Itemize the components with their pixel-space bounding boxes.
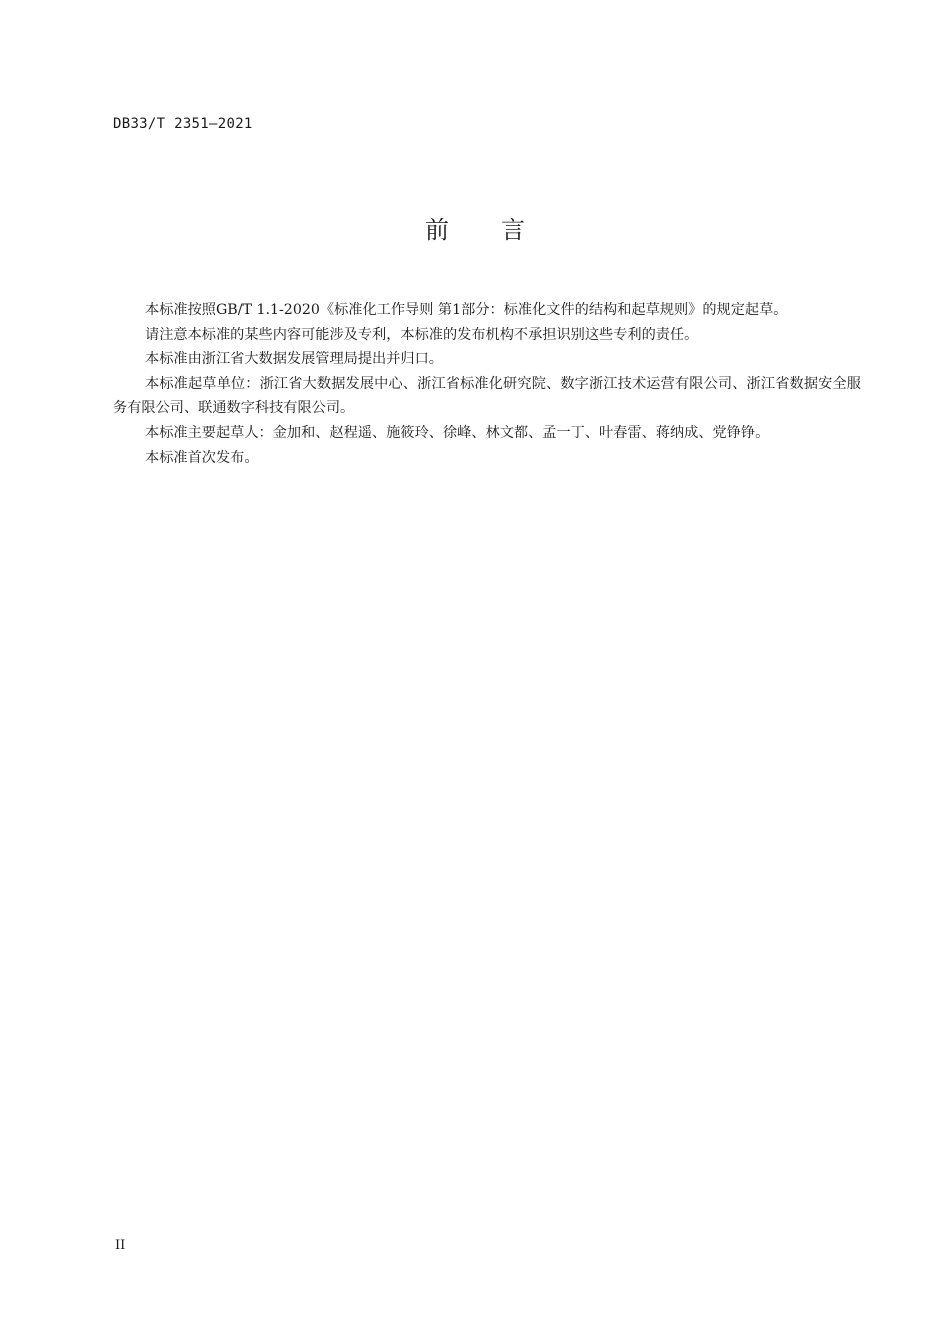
page-title bbox=[0, 210, 950, 245]
title-char-2: 言 bbox=[501, 216, 525, 244]
paragraph-patent-notice: 请注意本标准的某些内容可能涉及专利，本标准的发布机构不承担识别这些专利的责任。 bbox=[145, 326, 699, 343]
paragraph-drafters: 本标准主要起草人：金加和、赵程遥、施筱玲、徐峰、林文都、孟一丁、叶春雷、蒋纳成、党铮铮。 bbox=[145, 424, 770, 441]
paragraph-drafting-units: 本标准起草单位：浙江省大数据发展中心、浙江省标准化研究院、数字浙江技术运营有限公司、浙江省数据安全服务有限公司、联通数字科技有限公司。 bbox=[113, 375, 861, 417]
title-char-1: 前 bbox=[425, 216, 449, 244]
foreword-body bbox=[113, 298, 861, 470]
paragraph-first-release: 本标准首次发布。 bbox=[145, 449, 259, 466]
standard-code: DB33/T 2351—2021 bbox=[113, 116, 253, 132]
paragraph-drafting-rules: 本标准按照GB/T 1.1-2020《标准化工作导则 第1部分：标准化文件的结构和起草规则》的规定起草。 bbox=[145, 302, 788, 318]
paragraph-proposer: 本标准由浙江省大数据发展管理局提出并归口。 bbox=[145, 351, 443, 368]
page-number: II bbox=[115, 1238, 126, 1253]
